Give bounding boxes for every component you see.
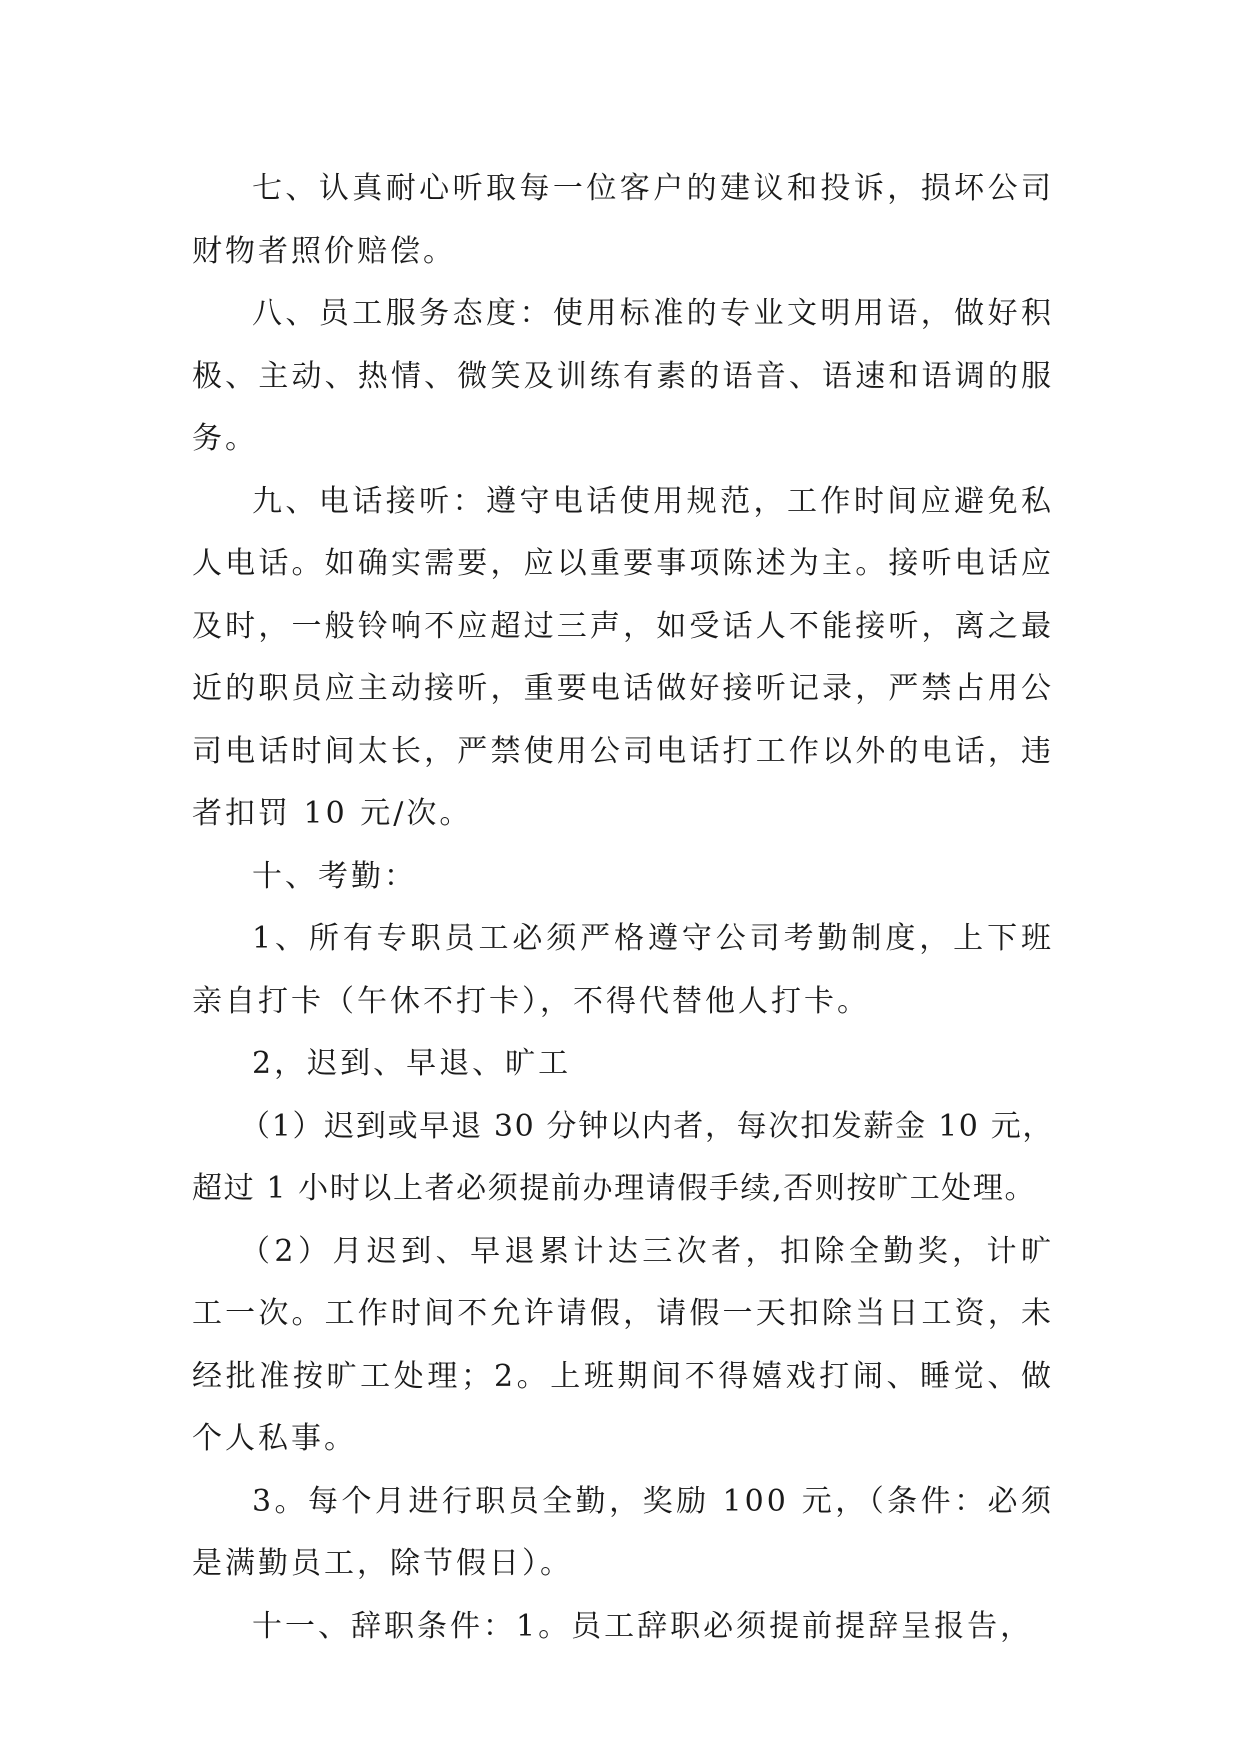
paragraph-8-service-attitude: 八、员工服务态度：使用标准的专业文明用语，做好积极、主动、热情、微笑及训练有素的语音、语速和语调的服务。	[192, 296, 1054, 456]
paragraph-attendance-item-1: 1、所有专职员工必须严格遵守公司考勤制度，上下班亲自打卡（午休不打卡），不得代替他人打卡。	[192, 921, 1054, 1019]
document-body	[192, 158, 1054, 1658]
paragraph-attendance-item-2: 2，迟到、早退、旷工	[252, 1046, 572, 1081]
paragraph-attendance-subitem-2: （2）月迟到、早退累计达三次者，扣除全勤奖，计旷工一次。工作时间不允许请假，请假一天扣除当日工资，未经批准按旷工处理；2。上班期间不得嬉戏打闹、睡觉、做个人私事。	[192, 1233, 1054, 1456]
paragraph-attendance-item-3: 3。每个月进行职员全勤，奖励 100 元，（条件：必须是满勤员工，除节假日）。	[192, 1483, 1054, 1581]
paragraph-7-customer-complaints: 七、认真耐心听取每一位客户的建议和投诉，损坏公司财物者照价赔偿。	[192, 171, 1054, 269]
paragraph-10-attendance-heading: 十、考勤：	[252, 858, 417, 894]
paragraph-attendance-subitem-1: （1）迟到或早退 30 分钟以内者，每次扣发薪金 10 元，超过 1 小时以上者必须提前办理请假手续,否则按旷工处理。	[192, 1108, 1054, 1206]
paragraph-11-resignation: 十一、辞职条件：1。员工辞职必须提前提辞呈报告，	[252, 1608, 1034, 1644]
paragraph-9-phone-rules: 九、电话接听：遵守电话使用规范，工作时间应避免私人电话。如确实需要，应以重要事项陈述为主。接听电话应及时，一般铃响不应超过三声，如受话人不能接听，离之最近的职员应主动接听，重要电话做好接听记录，严禁占用公司电话时间太长，严禁使用公司电话打工作以外的电话，违者扣罚 10 元/次。	[192, 483, 1054, 831]
